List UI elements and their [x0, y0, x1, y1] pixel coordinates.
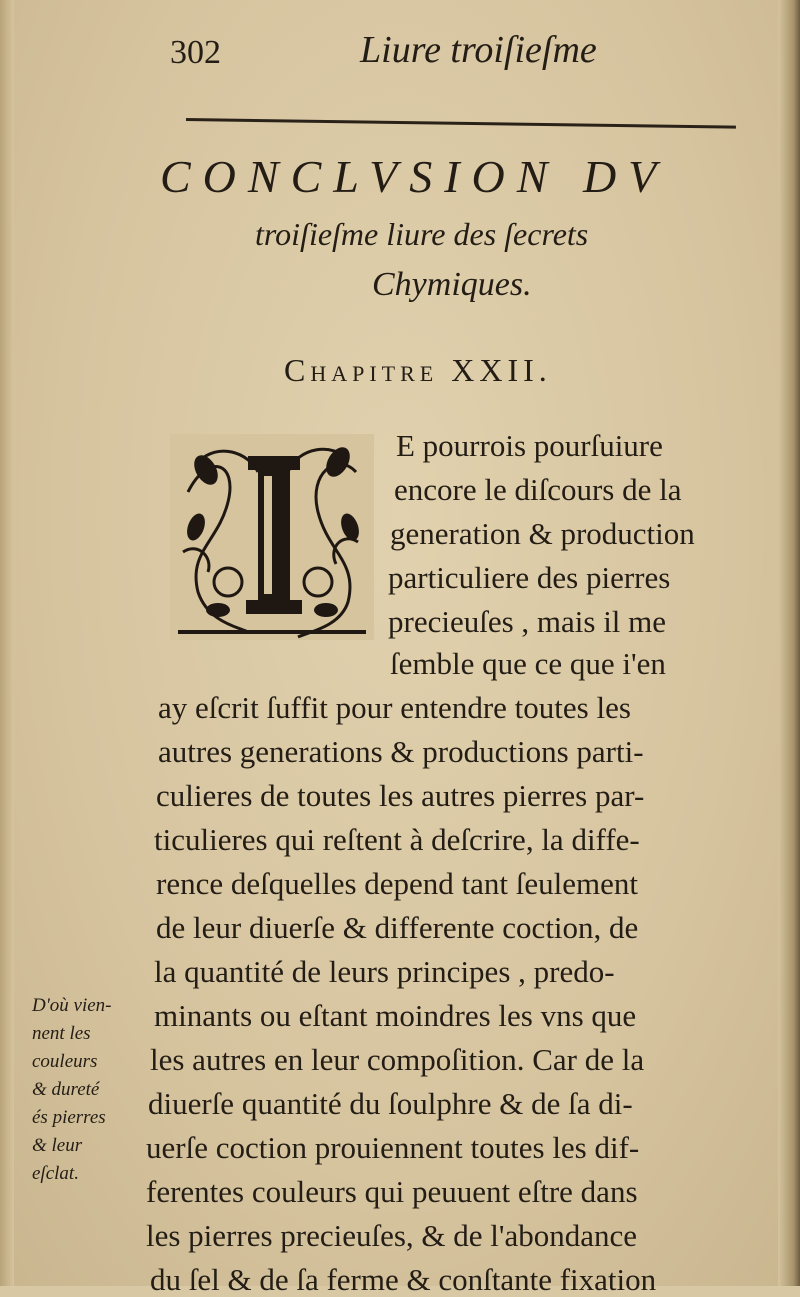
margin-note-line: eſclat.: [32, 1163, 79, 1184]
margin-note-line: D'où vien-: [32, 995, 112, 1016]
chapter-title-block: [160, 150, 780, 303]
text-line: minants ou eſtant moindres les vns que: [154, 998, 637, 1033]
margin-note-line: nent les: [32, 1023, 91, 1044]
text-line: les autres en leur compoſition. Car de la: [150, 1042, 645, 1077]
page-header: [0, 14, 800, 84]
margin-note-line: & dureté: [32, 1079, 100, 1100]
text-line: rence deſquelles depend tant ſeulement: [156, 866, 639, 901]
text-line: autres generations & productions parti-: [158, 734, 644, 769]
page-edge-left: [0, 0, 14, 1286]
margin-note-line: & leur: [32, 1135, 83, 1156]
margin-note-line: couleurs: [32, 1051, 98, 1072]
text-line: les pierres precieuſes, & de l'abondance: [146, 1218, 638, 1253]
conclusion-title: CONCLVSION DV: [160, 151, 669, 202]
running-head: Liure troiſieſme: [360, 29, 597, 71]
text-line: de leur diuerſe & differente coction, de: [156, 910, 639, 945]
page-edge-right: [778, 0, 800, 1286]
text-line: ferentes couleurs qui peuuent eſtre dans: [146, 1174, 638, 1209]
text-line: la quantité de leurs principes , predo-: [154, 954, 615, 989]
text-line: encore le diſcours de la: [394, 472, 682, 507]
text-line: ſemble que ce que i'en: [390, 646, 666, 681]
marginal-note: [32, 992, 142, 1188]
text-line: diuerſe quantité du ſoulphre & de ſa di-: [148, 1086, 633, 1121]
text-line: uerſe coction prouiennent toutes les dif-: [146, 1130, 640, 1165]
title-subline-1: troiſieſme liure des ſecrets: [255, 216, 589, 252]
text-line: generation & production: [390, 516, 695, 551]
text-line: ticulieres qui reſtent à deſcrire, la diffe-: [154, 822, 640, 857]
title-subline-2: Chymiques.: [372, 266, 532, 303]
text-line: du ſel & de ſa ferme & conſtante fixation: [150, 1262, 657, 1297]
chapter-heading: Chapitre XXII.: [284, 352, 552, 388]
text-line: precieuſes , mais il me: [388, 604, 667, 639]
text-line: ay eſcrit ſuffit pour entendre toutes les: [158, 690, 631, 725]
page-number: 302: [170, 34, 221, 71]
text-line: E pourrois pourſuiure: [396, 428, 663, 463]
header-rule: [186, 118, 736, 129]
margin-note-line: és pierres: [32, 1107, 106, 1128]
text-line: culieres de toutes les autres pierres par-: [156, 778, 645, 813]
ornate-initial-letter-icon: [168, 432, 376, 642]
text-line: particuliere des pierres: [388, 560, 671, 595]
